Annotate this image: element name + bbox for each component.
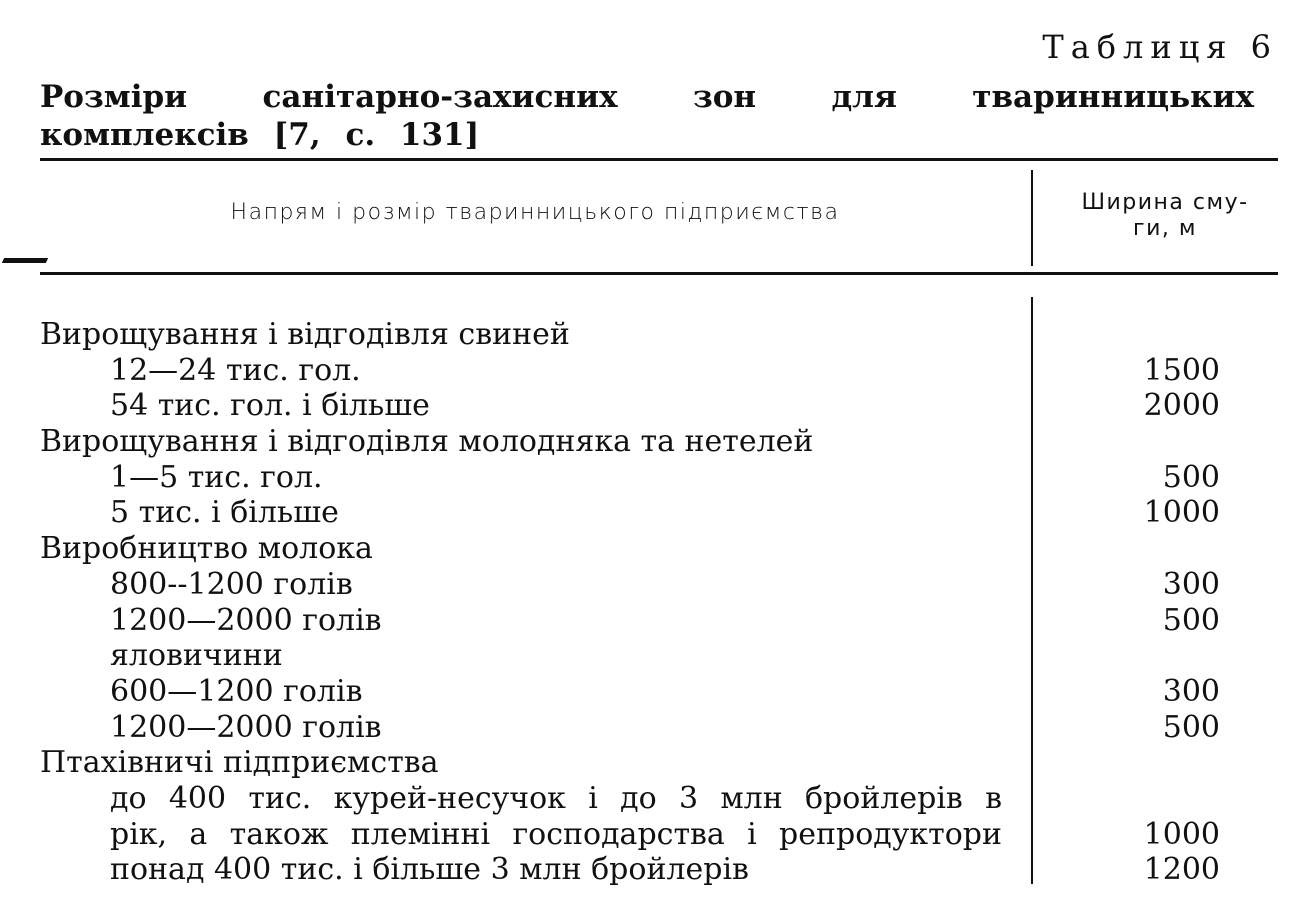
- table-row-group: [40, 745, 1220, 781]
- row-value: 2000: [1143, 388, 1220, 424]
- row-value: 500: [1162, 602, 1220, 638]
- row-label: 12—24 тис. гол.: [110, 352, 361, 388]
- stray-mark: [2, 258, 48, 263]
- row-value: 1500: [1143, 352, 1220, 388]
- row-label: Вирощування і відгодівля свиней: [40, 317, 570, 352]
- table-row: [40, 495, 1220, 531]
- row-value: 300: [1162, 673, 1220, 709]
- column-header-width-line2: ги, м: [1133, 216, 1197, 241]
- row-value: 500: [1162, 709, 1220, 745]
- table-row-group: [40, 317, 1220, 353]
- table-row: [40, 603, 1220, 639]
- table-row: [40, 567, 1220, 603]
- row-label: 1—5 тис. гол.: [110, 459, 323, 495]
- column-header-width-line1: Ширина сму-: [1081, 190, 1249, 215]
- column-header-enterprise: Напрям і розмір тваринницького підприємства: [230, 200, 840, 225]
- table-number: Таблиця 6: [1042, 28, 1278, 66]
- table-body: [40, 317, 1220, 888]
- table-row: [40, 460, 1220, 496]
- column-header-width: [1052, 190, 1278, 242]
- row-label: 1200—2000 голів: [110, 709, 382, 745]
- row-label: яловичини: [110, 638, 283, 674]
- table-row: [40, 710, 1220, 746]
- row-label: 600—1200 голів: [110, 673, 363, 709]
- header-column-divider: [1031, 170, 1033, 266]
- header-bottom-rule: [40, 272, 1278, 275]
- row-label: Виробництво молока: [40, 531, 373, 567]
- table-row: [40, 817, 1220, 853]
- row-value: 300: [1162, 566, 1220, 602]
- row-label: Вирощування і відгодівля молодняка та нетелей: [40, 424, 814, 460]
- table-row: [40, 353, 1220, 389]
- top-rule: [40, 158, 1278, 161]
- table-row-group: [40, 531, 1220, 567]
- row-label: 1200—2000 голів: [110, 602, 382, 638]
- table-row: [40, 781, 1220, 817]
- table-row-subgroup: [40, 638, 1220, 674]
- row-value: 1200: [1143, 852, 1220, 888]
- row-label: 54 тис. гол. і більше: [110, 388, 430, 424]
- row-label: понад 400 тис. і більше 3 млн бройлерів: [110, 852, 749, 888]
- table-row: [40, 388, 1220, 424]
- row-label: 800--1200 голів: [110, 566, 353, 602]
- row-label: 5 тис. і більше: [110, 495, 339, 531]
- table-row: [40, 674, 1220, 710]
- row-label: рік, а також племінні господарства і репродуктори: [110, 816, 1002, 852]
- row-value: 500: [1162, 459, 1220, 495]
- row-value: 1000: [1143, 816, 1220, 852]
- table-row: [40, 852, 1220, 888]
- row-label: до 400 тис. курей-несучок і до 3 млн бройлерів в: [110, 780, 1002, 816]
- table-row-group: [40, 424, 1220, 460]
- row-value: 1000: [1143, 495, 1220, 531]
- table-caption: Розміри санітарно-захисних зон для тваринницьких комплексів [7, с. 131]: [40, 79, 1254, 153]
- row-label: Птахівничі підприємства: [40, 745, 439, 781]
